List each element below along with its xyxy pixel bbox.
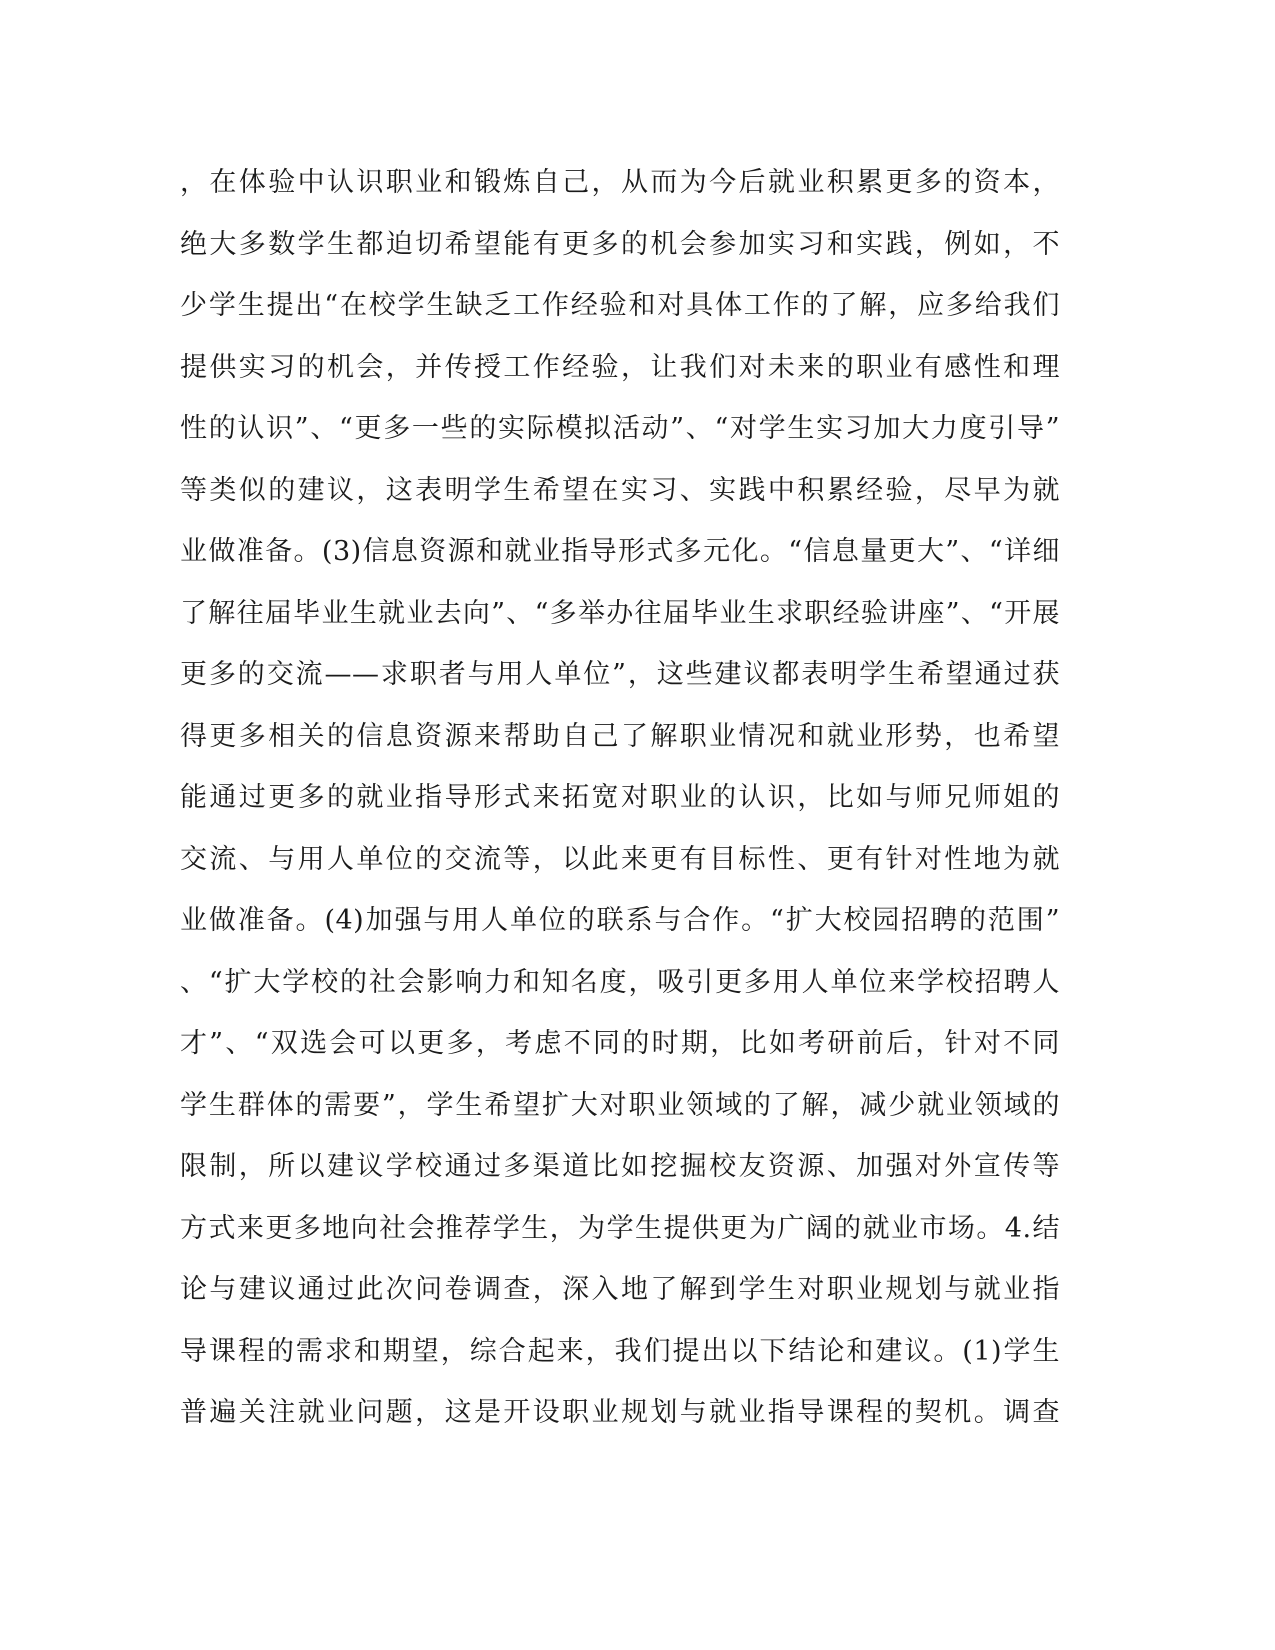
text-line: 导课程的需求和期望，综合起来，我们提出以下结论和建议。(1)学生 xyxy=(180,1335,1060,1367)
text-line: 普遍关注就业问题，这是开设职业规划与就业指导课程的契机。调查 xyxy=(180,1397,1060,1428)
text-line: 少学生提出“在校学生缺乏工作经验和对具体工作的了解，应多给我们 xyxy=(180,290,1060,321)
text-line: 交流、与用人单位的交流等，以此来更有目标性、更有针对性地为就 xyxy=(180,843,1060,875)
text-line: 提供实习的机会，并传授工作经验，让我们对未来的职业有感性和理 xyxy=(180,351,1060,383)
text-line: 限制，所以建议学校通过多渠道比如挖掘校友资源、加强对外宣传等 xyxy=(180,1151,1060,1182)
text-line: 性的认识”、“更多一些的实际模拟活动”、“对学生实习加大力度引导” xyxy=(180,413,1060,444)
text-line: 更多的交流——求职者与用人单位”，这些建议都表明学生希望通过获 xyxy=(180,659,1060,690)
text-line: 业做准备。(4)加强与用人单位的联系与合作。“扩大校园招聘的范围” xyxy=(180,905,1060,936)
text-line: 学生群体的需要”，学生希望扩大对职业领域的了解，减少就业领域的 xyxy=(180,1089,1060,1121)
text-line: 了解往届毕业生就业去向”、“多举办往届毕业生求职经验讲座”、“开展 xyxy=(180,597,1060,629)
text-line: 得更多相关的信息资源来帮助自己了解职业情况和就业形势，也希望 xyxy=(180,720,1060,752)
text-line: ，在体验中认识职业和锻炼自己，从而为今后就业积累更多的资本， xyxy=(180,167,1060,198)
text-line: 才”、“双选会可以更多，考虑不同的时期，比如考研前后，针对不同 xyxy=(180,1028,1060,1059)
text-line: 绝大多数学生都迫切希望能有更多的机会参加实习和实践，例如，不 xyxy=(180,228,1060,260)
text-line: 等类似的建议，这表明学生希望在实习、实践中积累经验，尽早为就 xyxy=(180,474,1060,506)
text-line: 能通过更多的就业指导形式来拓宽对职业的认识，比如与师兄师姐的 xyxy=(180,782,1060,813)
text-line: 论与建议通过此次问卷调查，深入地了解到学生对职业规划与就业指 xyxy=(180,1274,1060,1305)
text-line: 业做准备。(3)信息资源和就业指导形式多元化。“信息量更大”、“详细 xyxy=(180,536,1060,567)
text-line: 方式来更多地向社会推荐学生，为学生提供更为广阔的就业市场。4.结 xyxy=(180,1212,1060,1244)
text-line: 、“扩大学校的社会影响力和知名度，吸引更多用人单位来学校招聘人 xyxy=(180,966,1060,998)
body-text xyxy=(180,158,1060,1450)
